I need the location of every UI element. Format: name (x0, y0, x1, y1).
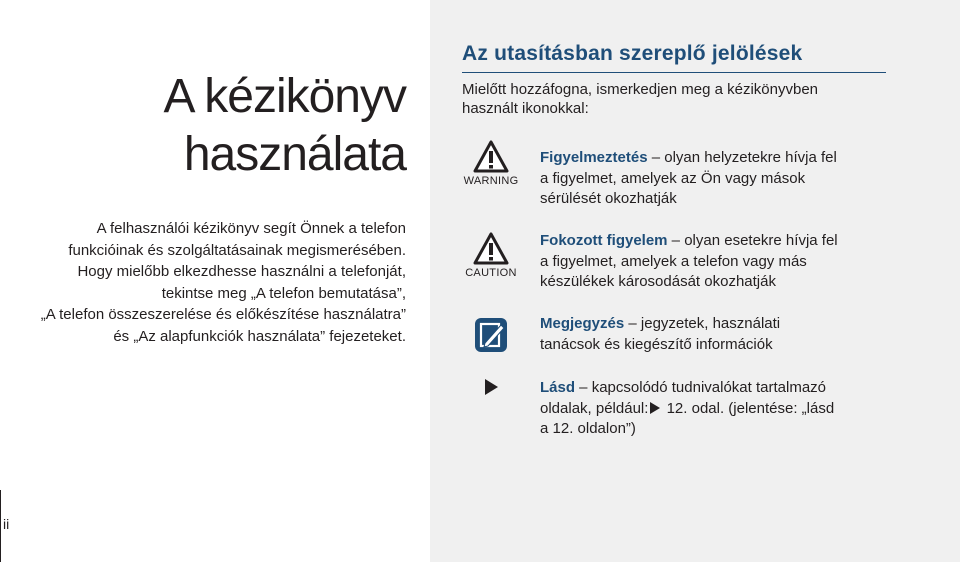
see-arrow-icon (483, 378, 499, 396)
warning-icon-block (464, 140, 518, 187)
see-icon-block (464, 378, 518, 396)
description-text: kapcsolódó tudnivalókat tartalmazó (591, 379, 827, 396)
left-column (0, 0, 430, 562)
dash: – (667, 232, 685, 249)
caution-term: Fokozott figyelem (540, 232, 668, 249)
description-text: 12. odal. (jelentése: „lásd (662, 399, 835, 417)
intro-line: „A telefon összeszerelése és előkészítése használatra” (40, 306, 406, 323)
lead-line: Mielőtt hozzáfogna, ismerkedjen meg a kézikönyvben (462, 81, 819, 98)
intro-line: és „Az alapfunkciók használata” fejezeteket. (113, 327, 406, 345)
note-description (540, 314, 880, 355)
note-pencil-icon (473, 316, 509, 354)
intro-line: A felhasználói kézikönyv segít Önnek a telefon (96, 220, 406, 237)
dash: – (624, 315, 641, 332)
warning-term: Figyelmeztetés (540, 149, 648, 166)
note-icon-block (464, 316, 518, 354)
intro-line: Hogy mielőbb elkezdhesse használni a telefonját, (77, 263, 406, 280)
warning-caption: WARNING (463, 175, 519, 187)
dash: – (575, 379, 592, 396)
caution-description (540, 231, 880, 293)
lead-line: használt ikonokkal: (462, 100, 589, 117)
caution-caption: CAUTION (465, 267, 517, 279)
chapter-title-line2: használata (183, 128, 406, 181)
icons-panel (430, 0, 960, 562)
description-text: oldalak, például: (540, 399, 649, 417)
description-text: a figyelmet, amelyek a telefon vagy más (540, 252, 807, 270)
see-description (540, 378, 880, 440)
inline-arrow-icon (650, 402, 660, 414)
description-text: a figyelmet, amelyek az Ön vagy mások (540, 169, 806, 187)
title-divider (462, 72, 886, 73)
description-text: tanácsok és kiegészítő információk (540, 335, 773, 353)
description-text: olyan helyzetekre hívja fel (664, 149, 837, 166)
description-text: sérülését okozhatják (540, 190, 677, 207)
lead-paragraph (462, 80, 892, 118)
intro-line: tekintse meg „A telefon bemutatása”, (161, 284, 406, 302)
page-number: ii (3, 516, 10, 532)
intro-paragraph (6, 218, 406, 347)
caution-icon (473, 232, 509, 266)
dash: – (647, 149, 665, 166)
description-text: készülékek károsodását okozhatják (540, 273, 776, 290)
description-text: a 12. oldalon”) (540, 420, 636, 437)
warning-description (540, 148, 880, 210)
see-term: Lásd (540, 379, 576, 396)
warning-icon (473, 140, 509, 174)
caution-icon-block (464, 232, 518, 279)
description-text: olyan esetekre hívja fel (684, 232, 838, 249)
chapter-title (164, 68, 406, 184)
chapter-title-line1: A kézikönyv (163, 70, 406, 123)
margin-line (0, 490, 1, 562)
description-text: jegyzetek, használati (640, 315, 781, 332)
section-title: Az utasításban szereplő jelölések (462, 42, 803, 65)
note-term: Megjegyzés (540, 315, 625, 332)
intro-line: funkcióinak és szolgáltatásainak megismerésében. (68, 241, 406, 259)
